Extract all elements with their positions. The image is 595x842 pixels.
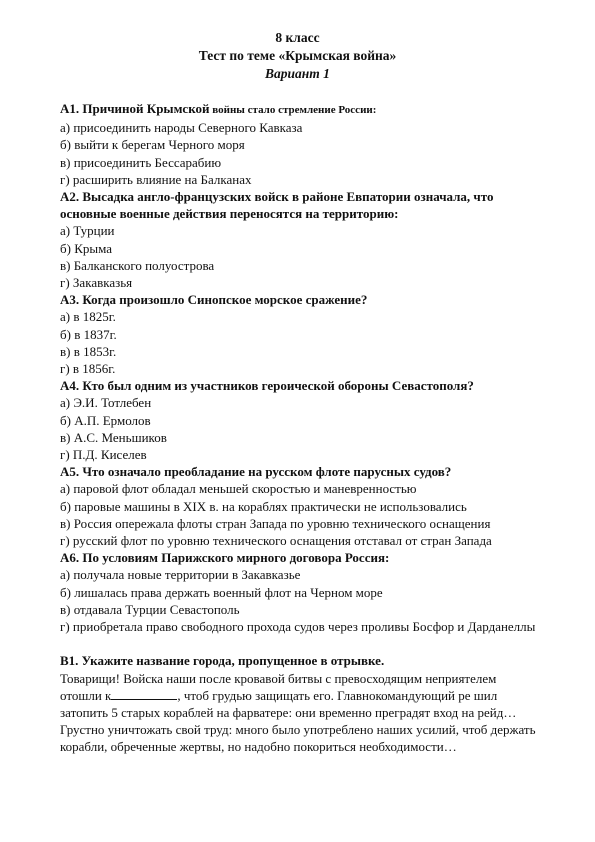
answer-option: г) русский флот по уровню технического оснащения отставал от стран Запада — [60, 533, 492, 549]
question-text: А1. Причиной Крымской войны стало стремление России: — [60, 101, 377, 116]
grade-heading: 8 класс — [275, 30, 320, 45]
question-text: А3. Когда произошло Синопское морское сражение? — [60, 292, 368, 308]
answer-option: б) лишалась права держать военный флот на Черном море — [60, 584, 383, 600]
answer-option: г) в 1856г. — [60, 361, 116, 377]
question-text: А2. Высадка англо-французских войск в районе Евпатории означала, что основные военные действия переносятся на территорию: — [60, 189, 494, 222]
answer-option: в) отдавала Турции Севастополь — [60, 601, 240, 617]
answer-option: а) присоединить народы Северного Кавказа — [60, 120, 303, 136]
answer-option: а) в 1825г. — [60, 309, 116, 325]
question-a5 — [60, 463, 540, 549]
test-title: Тест по теме «Крымская война» — [198, 48, 397, 63]
question-a1 — [60, 100, 540, 188]
variant-label: Вариант 1 — [265, 66, 330, 81]
question-text: А6. По условиям Парижского мирного договора Россия: — [60, 550, 390, 566]
answer-option: а) паровой флот обладал меньшей скоростью и маневренностью — [60, 481, 417, 497]
answer-option: г) Закавказья — [60, 275, 133, 291]
answer-option: в) в 1853г. — [60, 343, 117, 359]
answer-option: б) в 1837г. — [60, 326, 117, 342]
answer-option: г) приобретала право свободного прохода судов через проливы Босфор и Дарданеллы — [60, 619, 536, 635]
answer-option: г) П.Д. Киселев — [60, 447, 147, 463]
answer-option: б) паровые машины в XIX в. на кораблях практически не использовались — [60, 498, 467, 514]
question-a6 — [60, 549, 540, 635]
question-text: В1. Укажите название города, пропущенное в отрывке. — [60, 653, 385, 669]
answer-option: б) А.П. Ермолов — [60, 412, 151, 428]
answer-option: а) получала новые территории в Закавказье — [60, 567, 301, 583]
question-text: А4. Кто был одним из участников героической обороны Севастополя? — [60, 378, 474, 394]
answer-option: в) А.С. Меньшиков — [60, 429, 167, 445]
answer-blank[interactable] — [111, 687, 177, 700]
question-text: А5. Что означало преобладание на русском флоте парусных судов? — [60, 464, 452, 480]
answer-option: в) Балканского полуострова — [60, 257, 215, 273]
answer-option: а) Турции — [60, 223, 115, 239]
section-spacer — [60, 635, 540, 652]
answer-option: в) Россия опережала флоты стран Запада по уровню технического оснащения — [60, 515, 491, 531]
answer-option: а) Э.И. Тотлебен — [60, 395, 152, 411]
question-a4 — [60, 377, 540, 463]
answer-option: б) Крыма — [60, 240, 113, 256]
answer-option: г) расширить влияние на Балканах — [60, 171, 252, 187]
question-a3 — [60, 291, 540, 377]
answer-option: в) присоединить Бессарабию — [60, 154, 222, 170]
answer-option: б) выйти к берегам Черного моря — [60, 137, 245, 153]
question-b1 — [60, 652, 540, 755]
excerpt-text: Товарищи! Войска наши после кровавой битвы с превосходящим неприятелем отошли к , чтоб грудью защищать его. Главнокомандующий ре шил затопить 5 старых кораблей на фарватере: они временно преградят вход на рейд… Грустно уничтожать свой труд: много было употреблено наших усилий, чтоб держать корабли, обреченные жертвы, но надобно покориться необходимости… — [60, 670, 536, 755]
test-body — [60, 100, 540, 756]
question-a2 — [60, 188, 540, 291]
